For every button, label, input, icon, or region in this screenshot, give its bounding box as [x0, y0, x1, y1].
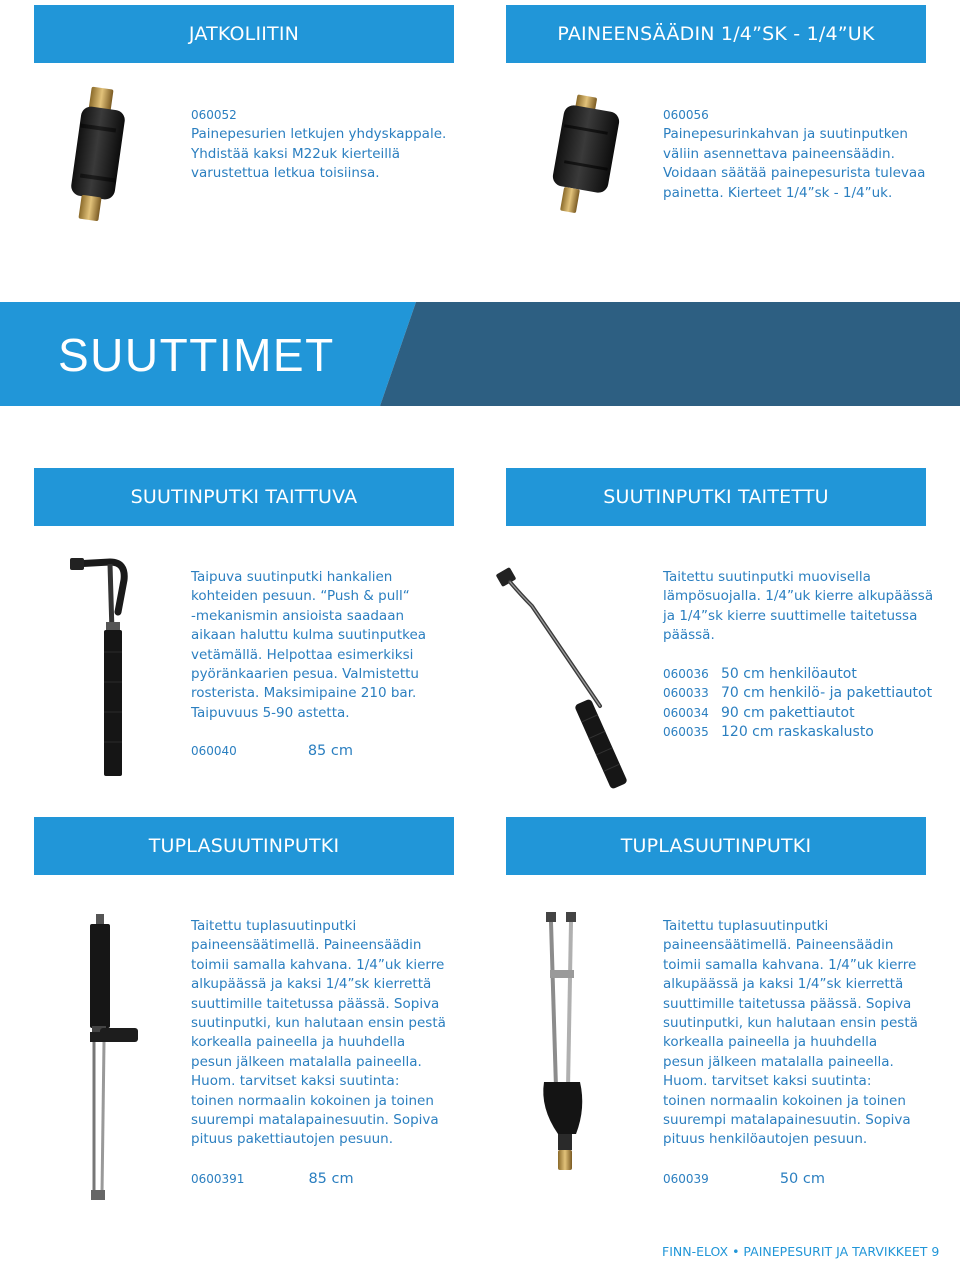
- description-line: toimii samalla kahvana. 1/4”uk kierre: [663, 956, 917, 973]
- product-size: 85 cm: [308, 1170, 354, 1187]
- description-line: Painepesurien letkujen yhdyskappale.: [191, 126, 447, 143]
- section-header-paineensaadin: [506, 5, 926, 63]
- description-line: lämpösuojalla. 1/4”uk kierre alkupäässä: [663, 588, 934, 605]
- product-code: 060036: [663, 667, 709, 682]
- section-header-tupla-2: [506, 817, 926, 875]
- description-line: paineensäätimellä. Paineensäädin: [663, 937, 894, 954]
- variant-row: [663, 723, 933, 742]
- product-spec-row: [191, 742, 426, 761]
- description-line: suuttimille taitetussa päässä. Sopiva: [663, 995, 912, 1012]
- description-line: päässä.: [663, 627, 715, 644]
- description-line: Huom. tarvitset kaksi suutinta:: [191, 1073, 400, 1090]
- description-line: suutinputki, kun halutaan ensin pestä: [663, 1015, 918, 1032]
- description-line: suurempi matalapainesuutin. Sopiva: [191, 1112, 439, 1129]
- product-code: 060035: [663, 725, 709, 740]
- section-title: SUUTINPUTKI TAITETTU: [603, 486, 829, 508]
- description-line: toinen normaalin kokoinen ja toinen: [191, 1092, 434, 1109]
- variant-row: [663, 665, 933, 684]
- description-line: korkealla paineella ja huuhdella: [663, 1034, 878, 1051]
- product-code: 060034: [663, 705, 709, 720]
- section-header-jatkoliitin: [34, 5, 454, 63]
- product-size: 85 cm: [307, 743, 353, 760]
- description-line: alkupäässä ja kaksi 1/4”sk kierrettä: [663, 976, 904, 993]
- description-line: alkupäässä ja kaksi 1/4”sk kierrettä: [191, 976, 432, 993]
- variant-description: 70 cm henkilö- ja pakettiautot: [721, 685, 933, 702]
- description-line: Taipuvuus 5-90 astetta.: [191, 704, 350, 721]
- description-line: pesun jälkeen matalalla paineella.: [191, 1053, 422, 1070]
- description-line: Taitettu suutinputki muovisella: [663, 569, 871, 585]
- taittuva-suutinputki-image: [66, 552, 136, 780]
- section-title: PAINEENSÄÄDIN 1/4”SK - 1/4”UK: [557, 23, 875, 45]
- description-line: pyöränkaarien pesua. Valmistettu: [191, 666, 419, 683]
- description-line: ja 1/4”sk kierre suuttimelle taitetussa: [663, 607, 918, 624]
- variant-description: 90 cm pakettiautot: [721, 704, 855, 721]
- description-line: aikaan haluttu kulma suutinputkea: [191, 627, 427, 644]
- description-line: paineensäätimellä. Paineensäädin: [191, 937, 422, 954]
- description-line: suurempi matalapainesuutin. Sopiva: [663, 1112, 911, 1129]
- description-line: painetta. Kierteet 1/4”sk - 1/4”uk.: [663, 184, 893, 201]
- product-code: 0600391: [191, 1171, 245, 1186]
- description-line: suutinputki, kun halutaan ensin pestä: [191, 1015, 446, 1032]
- section-header-taittuva: [34, 468, 454, 526]
- banner-title: SUUTTIMET: [58, 329, 335, 381]
- product-spec-row: [663, 1170, 918, 1189]
- section-title: SUUTINPUTKI TAITTUVA: [130, 486, 358, 508]
- description-line: Painepesurinkahvan ja suutinputken: [663, 126, 908, 143]
- taitettu-description: [663, 568, 933, 743]
- description-line: vetämällä. Helpottaa esimerkiksi: [191, 646, 414, 663]
- description-line: väliin asennettava paineensäädin.: [663, 145, 895, 162]
- section-title: TUPLASUUTINPUTKI: [148, 835, 340, 857]
- description-line: Taipuva suutinputki hankalien: [191, 569, 393, 585]
- product-code: 060052: [191, 108, 237, 122]
- variant-row: [663, 704, 933, 723]
- description-line: -mekanismin ansioista saadaan: [191, 607, 405, 624]
- product-code: 060039: [663, 1171, 709, 1186]
- section-title: JATKOLIITIN: [188, 23, 300, 45]
- description-line: pituus henkilöautojen pesuun.: [663, 1131, 868, 1148]
- product-size: 50 cm: [779, 1170, 825, 1187]
- paineensaadin-image: [550, 94, 622, 216]
- product-code: 060033: [663, 686, 709, 701]
- description-line: varustettua letkua toisiinsa.: [191, 165, 380, 182]
- tuplasuutinputki-2-image: [536, 912, 606, 1174]
- page-footer: FINN-ELOX • PAINEPESURIT JA TARVIKKEET 9: [662, 1244, 940, 1259]
- description-line: korkealla paineella ja huuhdella: [191, 1034, 406, 1051]
- section-title: TUPLASUUTINPUTKI: [620, 835, 812, 857]
- variant-description: 120 cm raskaskalusto: [721, 724, 874, 741]
- product-spec-row: [191, 1170, 446, 1189]
- description-line: toinen normaalin kokoinen ja toinen: [663, 1092, 906, 1109]
- section-header-taitettu: [506, 468, 926, 526]
- description-line: Yhdistää kaksi M22uk kierteillä: [191, 145, 401, 162]
- jatkoliitin-image: [66, 86, 130, 222]
- description-line: Voidaan säätää painepesurista tulevaa: [663, 165, 926, 182]
- taittuva-description: [191, 568, 426, 762]
- tupla-1-description: [191, 917, 446, 1189]
- product-code: 060040: [191, 744, 237, 759]
- description-line: pituus pakettiautojen pesuun.: [191, 1131, 394, 1148]
- taitettu-suutinputki-image: [492, 566, 652, 792]
- description-line: rosterista. Maksimipaine 210 bar.: [191, 685, 417, 702]
- section-header-tupla-1: [34, 817, 454, 875]
- description-line: Taitettu tuplasuutinputki: [191, 918, 357, 934]
- description-line: toimii samalla kahvana. 1/4”uk kierre: [191, 956, 445, 973]
- description-line: pesun jälkeen matalalla paineella.: [663, 1053, 894, 1070]
- description-line: kohteiden pesuun. “Push & pull“: [191, 588, 410, 605]
- variant-description: 50 cm henkilöautot: [721, 666, 857, 683]
- product-code: 060056: [663, 108, 709, 122]
- paineensaadin-description: [663, 106, 925, 203]
- tuplasuutinputki-1-image: [78, 914, 148, 1204]
- variant-row: [663, 684, 933, 703]
- description-line: Huom. tarvitset kaksi suutinta:: [663, 1073, 872, 1090]
- description-line: suuttimille taitetussa päässä. Sopiva: [191, 995, 440, 1012]
- tupla-2-description: [663, 917, 918, 1189]
- description-line: Taitettu tuplasuutinputki: [663, 918, 829, 934]
- jatkoliitin-description: [191, 106, 446, 184]
